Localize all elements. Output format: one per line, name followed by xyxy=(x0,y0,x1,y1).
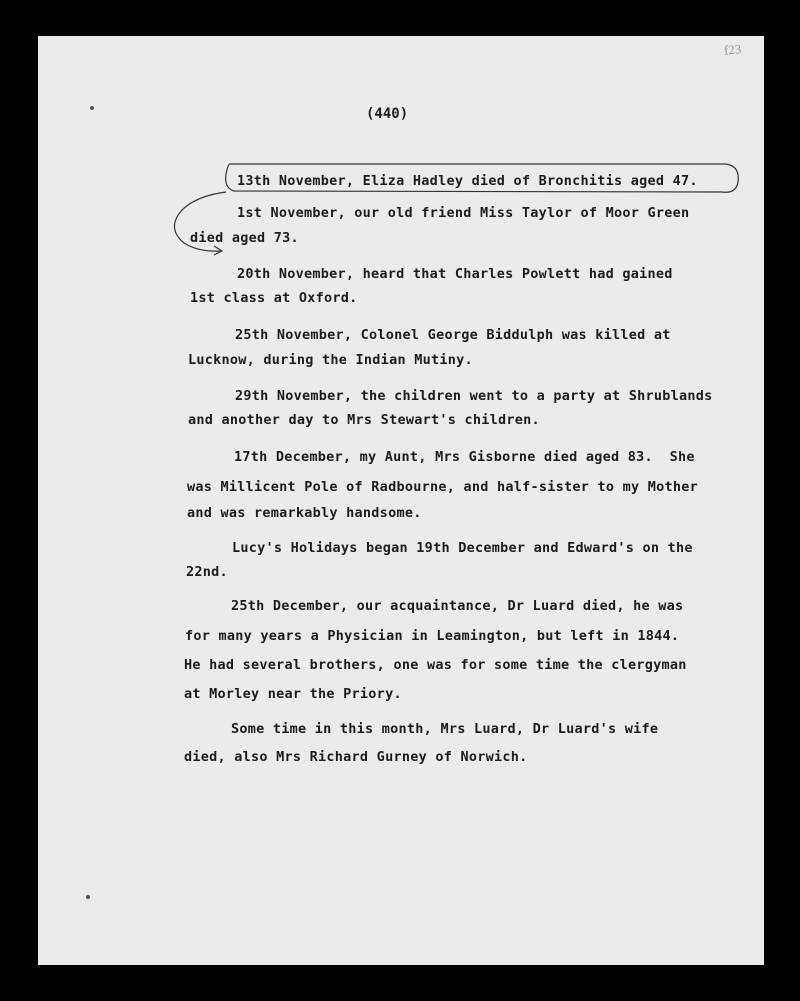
text-line: 25th December, our acquaintance, Dr Luard died, he was xyxy=(231,598,684,614)
text-line: He had several brothers, one was for some time the clergyman xyxy=(184,657,687,673)
text-line: 20th November, heard that Charles Powlett had gained xyxy=(237,266,673,282)
text-line: died aged 73. xyxy=(190,230,299,246)
document-page xyxy=(38,36,764,965)
text-line: 22nd. xyxy=(186,564,228,580)
text-line: was Millicent Pole of Radbourne, and half-sister to my Mother xyxy=(187,479,699,495)
page-number: (440) xyxy=(366,106,409,122)
text-line: and was remarkably handsome. xyxy=(187,505,422,521)
folio-number: f23 xyxy=(723,41,743,58)
text-line: 1st class at Oxford. xyxy=(190,290,358,306)
text-line: and another day to Mrs Stewart's children. xyxy=(188,412,540,428)
text-line: Some time in this month, Mrs Luard, Dr Luard's wife xyxy=(231,721,659,737)
text-line: Lucy's Holidays began 19th December and Edward's on the xyxy=(232,540,693,556)
text-line: Lucknow, during the Indian Mutiny. xyxy=(188,352,473,368)
text-line: 17th December, my Aunt, Mrs Gisborne died aged 83. She xyxy=(234,449,695,465)
text-line: died, also Mrs Richard Gurney of Norwich. xyxy=(184,749,528,765)
text-line: 13th November, Eliza Hadley died of Bronchitis aged 47. xyxy=(237,173,698,189)
text-line: for many years a Physician in Leamington, but left in 1844. xyxy=(185,628,680,644)
text-line: 29th November, the children went to a party at Shrublands xyxy=(235,388,713,404)
text-line: 1st November, our old friend Miss Taylor of Moor Green xyxy=(237,205,690,221)
text-line: at Morley near the Priory. xyxy=(184,686,402,702)
text-line: 25th November, Colonel George Biddulph was killed at xyxy=(235,327,671,343)
